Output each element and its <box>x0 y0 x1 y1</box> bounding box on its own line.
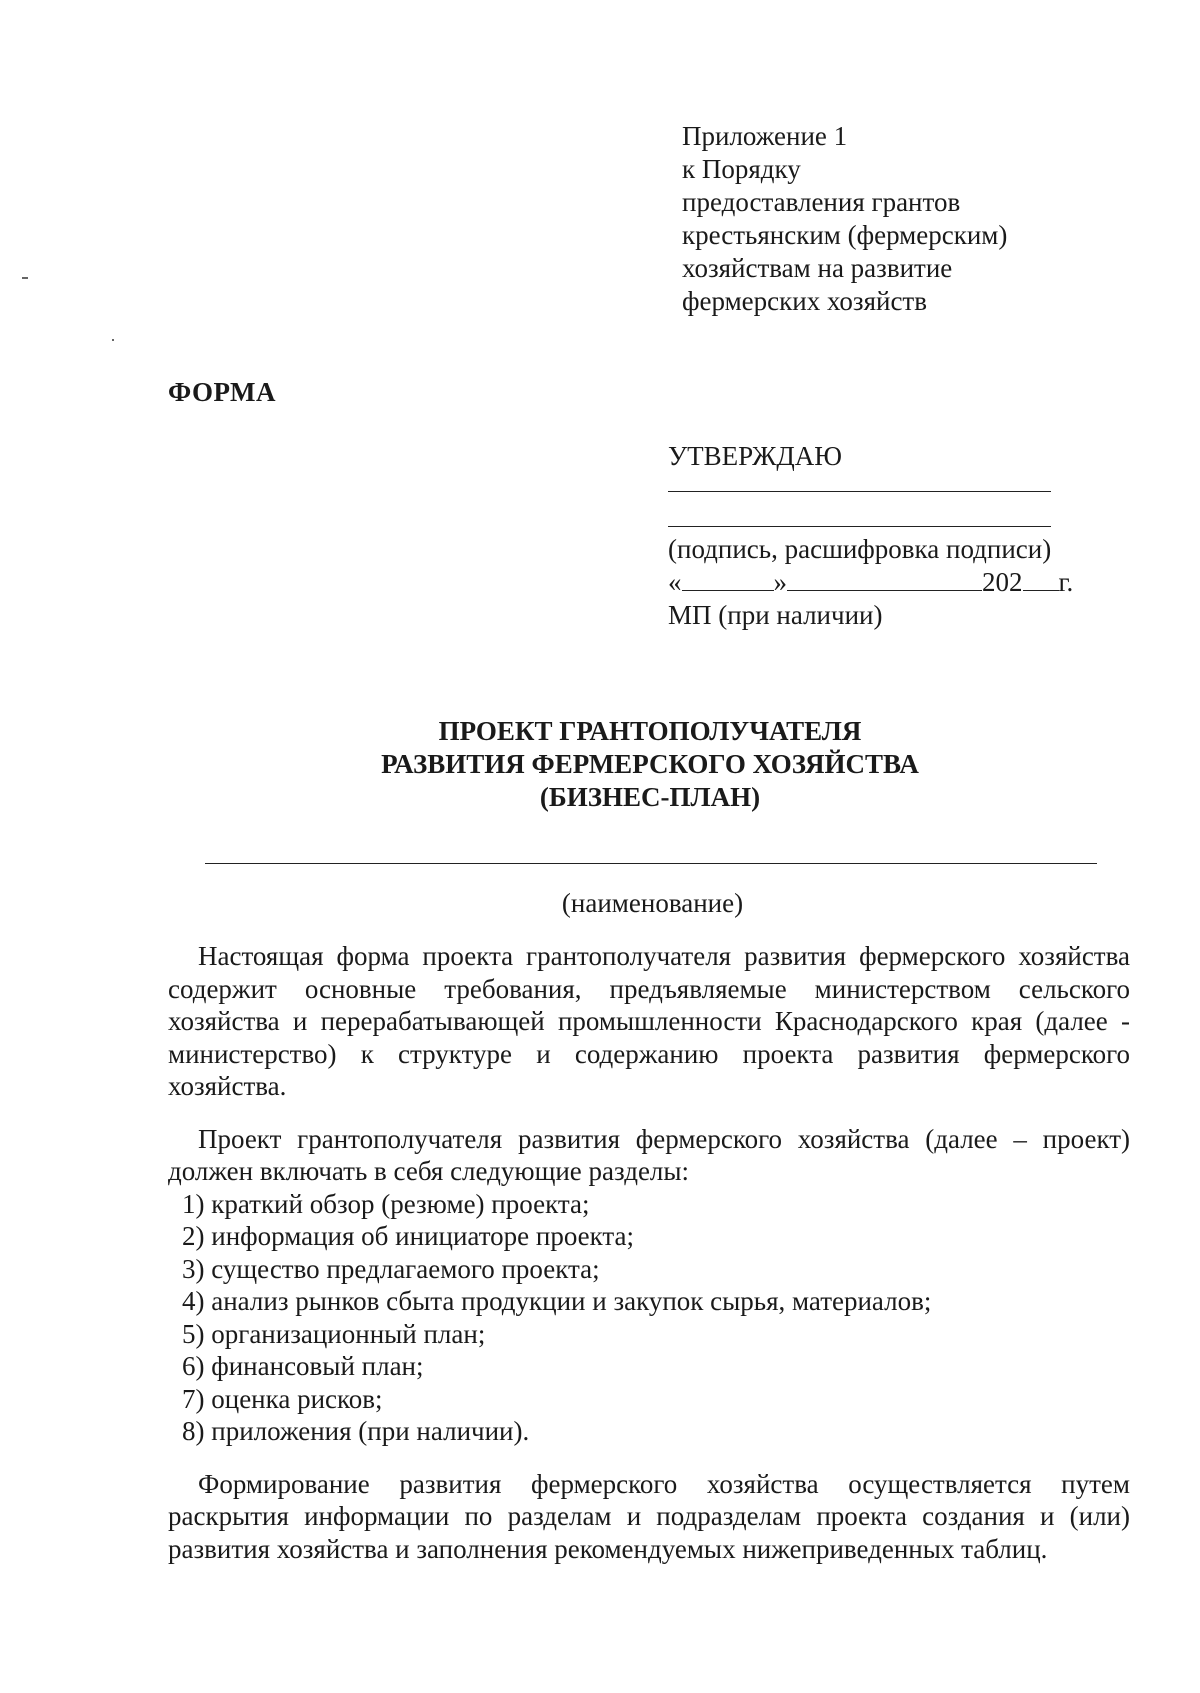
appendix-line: к Порядку <box>682 154 801 184</box>
month-blank <box>787 566 982 591</box>
signature-line <box>668 490 1051 492</box>
list-item: 2) информация об инициаторе проекта; <box>182 1221 635 1251</box>
date-open-quote: « <box>668 567 682 597</box>
form-label: ФОРМА <box>168 377 276 407</box>
date-year: 202 <box>982 567 1023 597</box>
formation-paragraph: Формирование развития фермерского хозяйства осуществляется путем раскрытия информации по разделам и подразделам проекта создания и (или) развития хозяйства и заполнения рекомендуемых нижеприведенных таблиц. <box>168 1468 1130 1564</box>
title-line: РАЗВИТИЯ ФЕРМЕРСКОГО ХОЗЯЙСТВА <box>381 749 919 779</box>
date-close-quote: » <box>773 567 787 597</box>
list-item: 4) анализ рынков сбыта продукции и закупок сырья, материалов; <box>182 1286 932 1316</box>
approval-date <box>668 566 1108 599</box>
day-blank <box>682 566 774 591</box>
list-item: 1) краткий обзор (резюме) проекта; <box>182 1188 590 1219</box>
scan-speck <box>22 277 28 279</box>
sections-list <box>168 1188 1130 1448</box>
body-text <box>168 940 1130 1565</box>
document-title <box>0 715 1200 814</box>
date-suffix: г. <box>1058 567 1074 597</box>
list-item: 6) финансовый план; <box>182 1351 424 1381</box>
appendix-line: Приложение 1 <box>682 121 848 151</box>
list-item: 3) существо предлагаемого проекта; <box>182 1253 600 1284</box>
title-line: ПРОЕКТ ГРАНТОПОЛУЧАТЕЛЯ <box>438 716 862 746</box>
approval-block <box>668 440 1108 632</box>
intro-paragraph: Настоящая форма проекта грантополучателя развития фермерского хозяйства содержит основные требования, предъявляемые министерством сельского хозяйства и перерабатывающей промышленности Краснодарского края (далее - министерство) к структуре и содержанию проекта развития фермерского хозяйства. <box>168 941 1130 1101</box>
name-fill-line <box>205 862 1097 864</box>
name-caption: (наименование) <box>561 888 744 918</box>
year-blank <box>1023 566 1059 591</box>
appendix-line: фермерских хозяйств <box>682 286 927 316</box>
appendix-reference <box>682 120 1007 318</box>
title-line: (БИЗНЕС-ПЛАН) <box>539 782 761 812</box>
approval-title: УТВЕРЖДАЮ <box>668 441 843 471</box>
scan-speck <box>112 339 114 341</box>
appendix-line: крестьянским (фермерским) <box>682 220 1008 250</box>
signature-caption: (подпись, расшифровка подписи) <box>668 534 1052 564</box>
signature-line <box>668 525 1051 527</box>
appendix-line: предоставления грантов <box>682 187 961 217</box>
list-item: 7) оценка рисков; <box>182 1383 383 1414</box>
list-item: 5) организационный план; <box>182 1318 486 1349</box>
sections-intro-paragraph: Проект грантополучателя развития фермерского хозяйства (далее – проект) должен включать в себя следующие разделы: <box>168 1123 1130 1186</box>
appendix-line: хозяйствам на развитие <box>682 253 953 283</box>
list-item: 8) приложения (при наличии). <box>182 1416 530 1446</box>
spacer <box>168 1448 1130 1468</box>
stamp-note: МП (при наличии) <box>668 600 883 630</box>
